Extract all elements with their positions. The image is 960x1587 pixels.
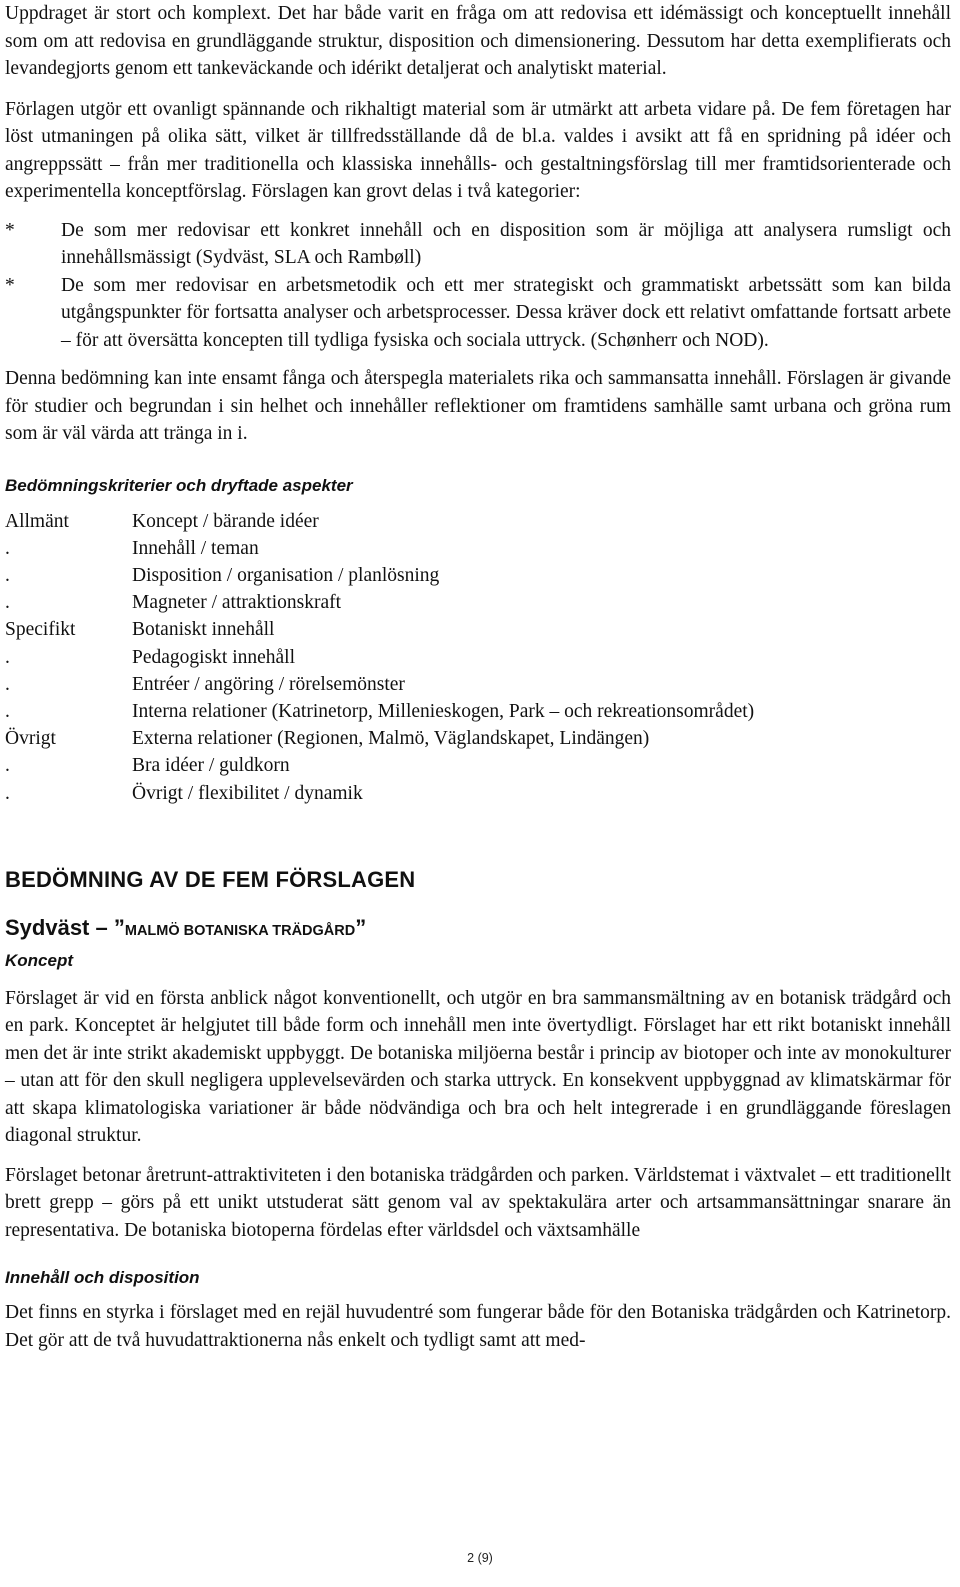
criteria-row	[5, 780, 951, 807]
criteria-row	[5, 508, 951, 535]
criteria-item: Disposition / organisation / planlösning	[132, 564, 440, 586]
criteria-row	[5, 562, 951, 589]
koncept-heading: Koncept	[5, 950, 73, 970]
criteria-group: .	[5, 782, 10, 804]
criteria-item: Interna relationer (Katrinetorp, Millenieskogen, Park – och rekreationsområdet)	[132, 700, 755, 722]
criteria-row	[5, 698, 951, 725]
document-page	[5, 0, 951, 1354]
intro-paragraph-1: Uppdraget är stort och komplext. Det har både varit en fråga om att redovisa ett idémässigt och konceptuellt innehåll som om att redovisa en grundläggande struktur, disposition och dimensionering. Dessutom har detta exemplifierats och levandegjorts genom ett tankeväckande och idérikt detaljerat och analytiskt material.	[5, 3, 951, 79]
koncept-paragraph-1: Förslaget är vid en första anblick något konventionellt, och utgör en bra sammansmältning av en botanisk trädgård och en park. Konceptet är helgjutet till både form och innehåll men inte övertydligt. Förslaget har ett rikt botaniskt innehåll men det är inte strikt akademiskt uppbyggt. De botaniska miljöerna består i princip av biotoper och inte av monokulturer – utan att för den skull negligera upplevelsevärden och starka uttryck. En konsekvent uppbyggnad av klimatskärmar för att skapa klimatologiska variationer är både nödvändiga och bra och helt integrerade i en grundläggande föreslagen diagonal struktur.	[5, 987, 951, 1147]
criteria-item: Botaniskt innehåll	[132, 619, 275, 641]
criteria-heading: Bedömningskriterier och dryftade aspekter	[5, 475, 353, 495]
criteria-item: Övrigt / flexibilitet / dynamik	[132, 782, 363, 804]
criteria-group: .	[5, 537, 10, 559]
bullet: *	[5, 274, 15, 296]
koncept-paragraph-2: Förslaget betonar åretrunt-attraktiviteten i den botaniska trädgården och parken. Världstemat i växtvalet – ett traditionellt brett grepp – görs på ett unikt utstuderat sätt genom val av spektakulära arter och artsammansättningar snarare än representativa. De botaniska biotoperna fördelas efter världsdel och växtsamhälle	[5, 1164, 951, 1241]
criteria-list	[5, 508, 951, 807]
list-item	[5, 217, 951, 272]
criteria-item: Entréer / angöring / rörelsemönster	[132, 673, 405, 695]
main-heading: BEDÖMNING AV DE FEM FÖRSLAGEN	[5, 866, 416, 892]
bullet: *	[5, 219, 15, 241]
proposal-heading	[5, 915, 951, 941]
list-item-text: De som mer redovisar ett konkret innehåll och en disposition som är möjliga att analysera rumsligt och innehållsmässigt (Sydväst, SLA och Rambøll)	[61, 219, 951, 268]
assessment-paragraph: Denna bedömning kan inte ensamt fånga och återspegla materialets rika och sammansatta innehåll. Förslagen är givande för studier och begrundan i sin helhet och innehåller reflektioner om framtidens samhälle samt urbana och gröna rum som är väl värda att tränga in i.	[5, 368, 951, 444]
criteria-item: Bra idéer / guldkorn	[132, 755, 290, 777]
criteria-row	[5, 535, 951, 562]
criteria-group: Allmänt	[5, 510, 69, 532]
criteria-item: Externa relationer (Regionen, Malmö, Väglandskapet, Lindängen)	[132, 728, 650, 750]
criteria-group: .	[5, 673, 10, 695]
criteria-group: .	[5, 700, 10, 722]
page-number: 2 (9)	[467, 1551, 493, 1565]
criteria-group: Specifikt	[5, 619, 76, 641]
criteria-group: Övrigt	[5, 728, 56, 750]
criteria-group: .	[5, 592, 10, 614]
list-item	[5, 272, 951, 355]
criteria-group: .	[5, 564, 10, 586]
list-item-text: De som mer redovisar en arbetsmetodik och ett mer strategiskt och grammatiskt arbetssätt som kan bilda utgångspunkter för fortsatta analyser och arbetsprocesser. Dessa kräver dock ett relativt omfattande fortsatt arbete – för att översätta koncepten till tydliga fysiska och sociala uttryck. (Schønherr och NOD).	[61, 274, 951, 351]
criteria-row	[5, 589, 951, 616]
criteria-row	[5, 752, 951, 779]
criteria-item: Koncept / bärande idéer	[132, 510, 319, 532]
proposal-name: Sydväst –	[5, 914, 108, 940]
intro-paragraph-2: Förlagen utgör ett ovanligt spännande och rikhaltigt material som är utmärkt att arbeta vidare på. De fem företagen har löst utmaningen på olika sätt, vilket är tillfredsställande då de bl.a. valdes i avsikt att få en spridning på idéer och angreppssätt – från mer traditionella och klassiska innehålls- och gestaltningsförslag till mer framtidsorienterade och experimentella konceptförslag. Förslagen kan grovt delas i två kategorier:	[5, 98, 951, 202]
open-quote: ”	[113, 914, 125, 940]
criteria-row	[5, 725, 951, 752]
close-quote: ”	[355, 914, 367, 940]
criteria-item: Pedagogiskt innehåll	[132, 646, 296, 668]
criteria-item: Magneter / attraktionskraft	[132, 592, 342, 614]
criteria-group: .	[5, 646, 10, 668]
criteria-row	[5, 671, 951, 698]
innehall-paragraph: Det finns en styrka i förslaget med en rejäl huvudentré som fungerar både för den Botaniska trädgården och Katrinetorp. Det gör att de två huvudattraktionerna nås enkelt och tydligt samt att med-	[5, 1302, 951, 1351]
criteria-item: Innehåll / teman	[132, 537, 259, 559]
category-list	[5, 217, 951, 355]
proposal-title: MALMÖ BOTANISKA TRÄDGÅRD	[124, 922, 356, 939]
criteria-group: .	[5, 755, 10, 777]
criteria-row	[5, 644, 951, 671]
criteria-row	[5, 616, 951, 643]
innehall-heading: Innehåll och disposition	[5, 1268, 200, 1288]
